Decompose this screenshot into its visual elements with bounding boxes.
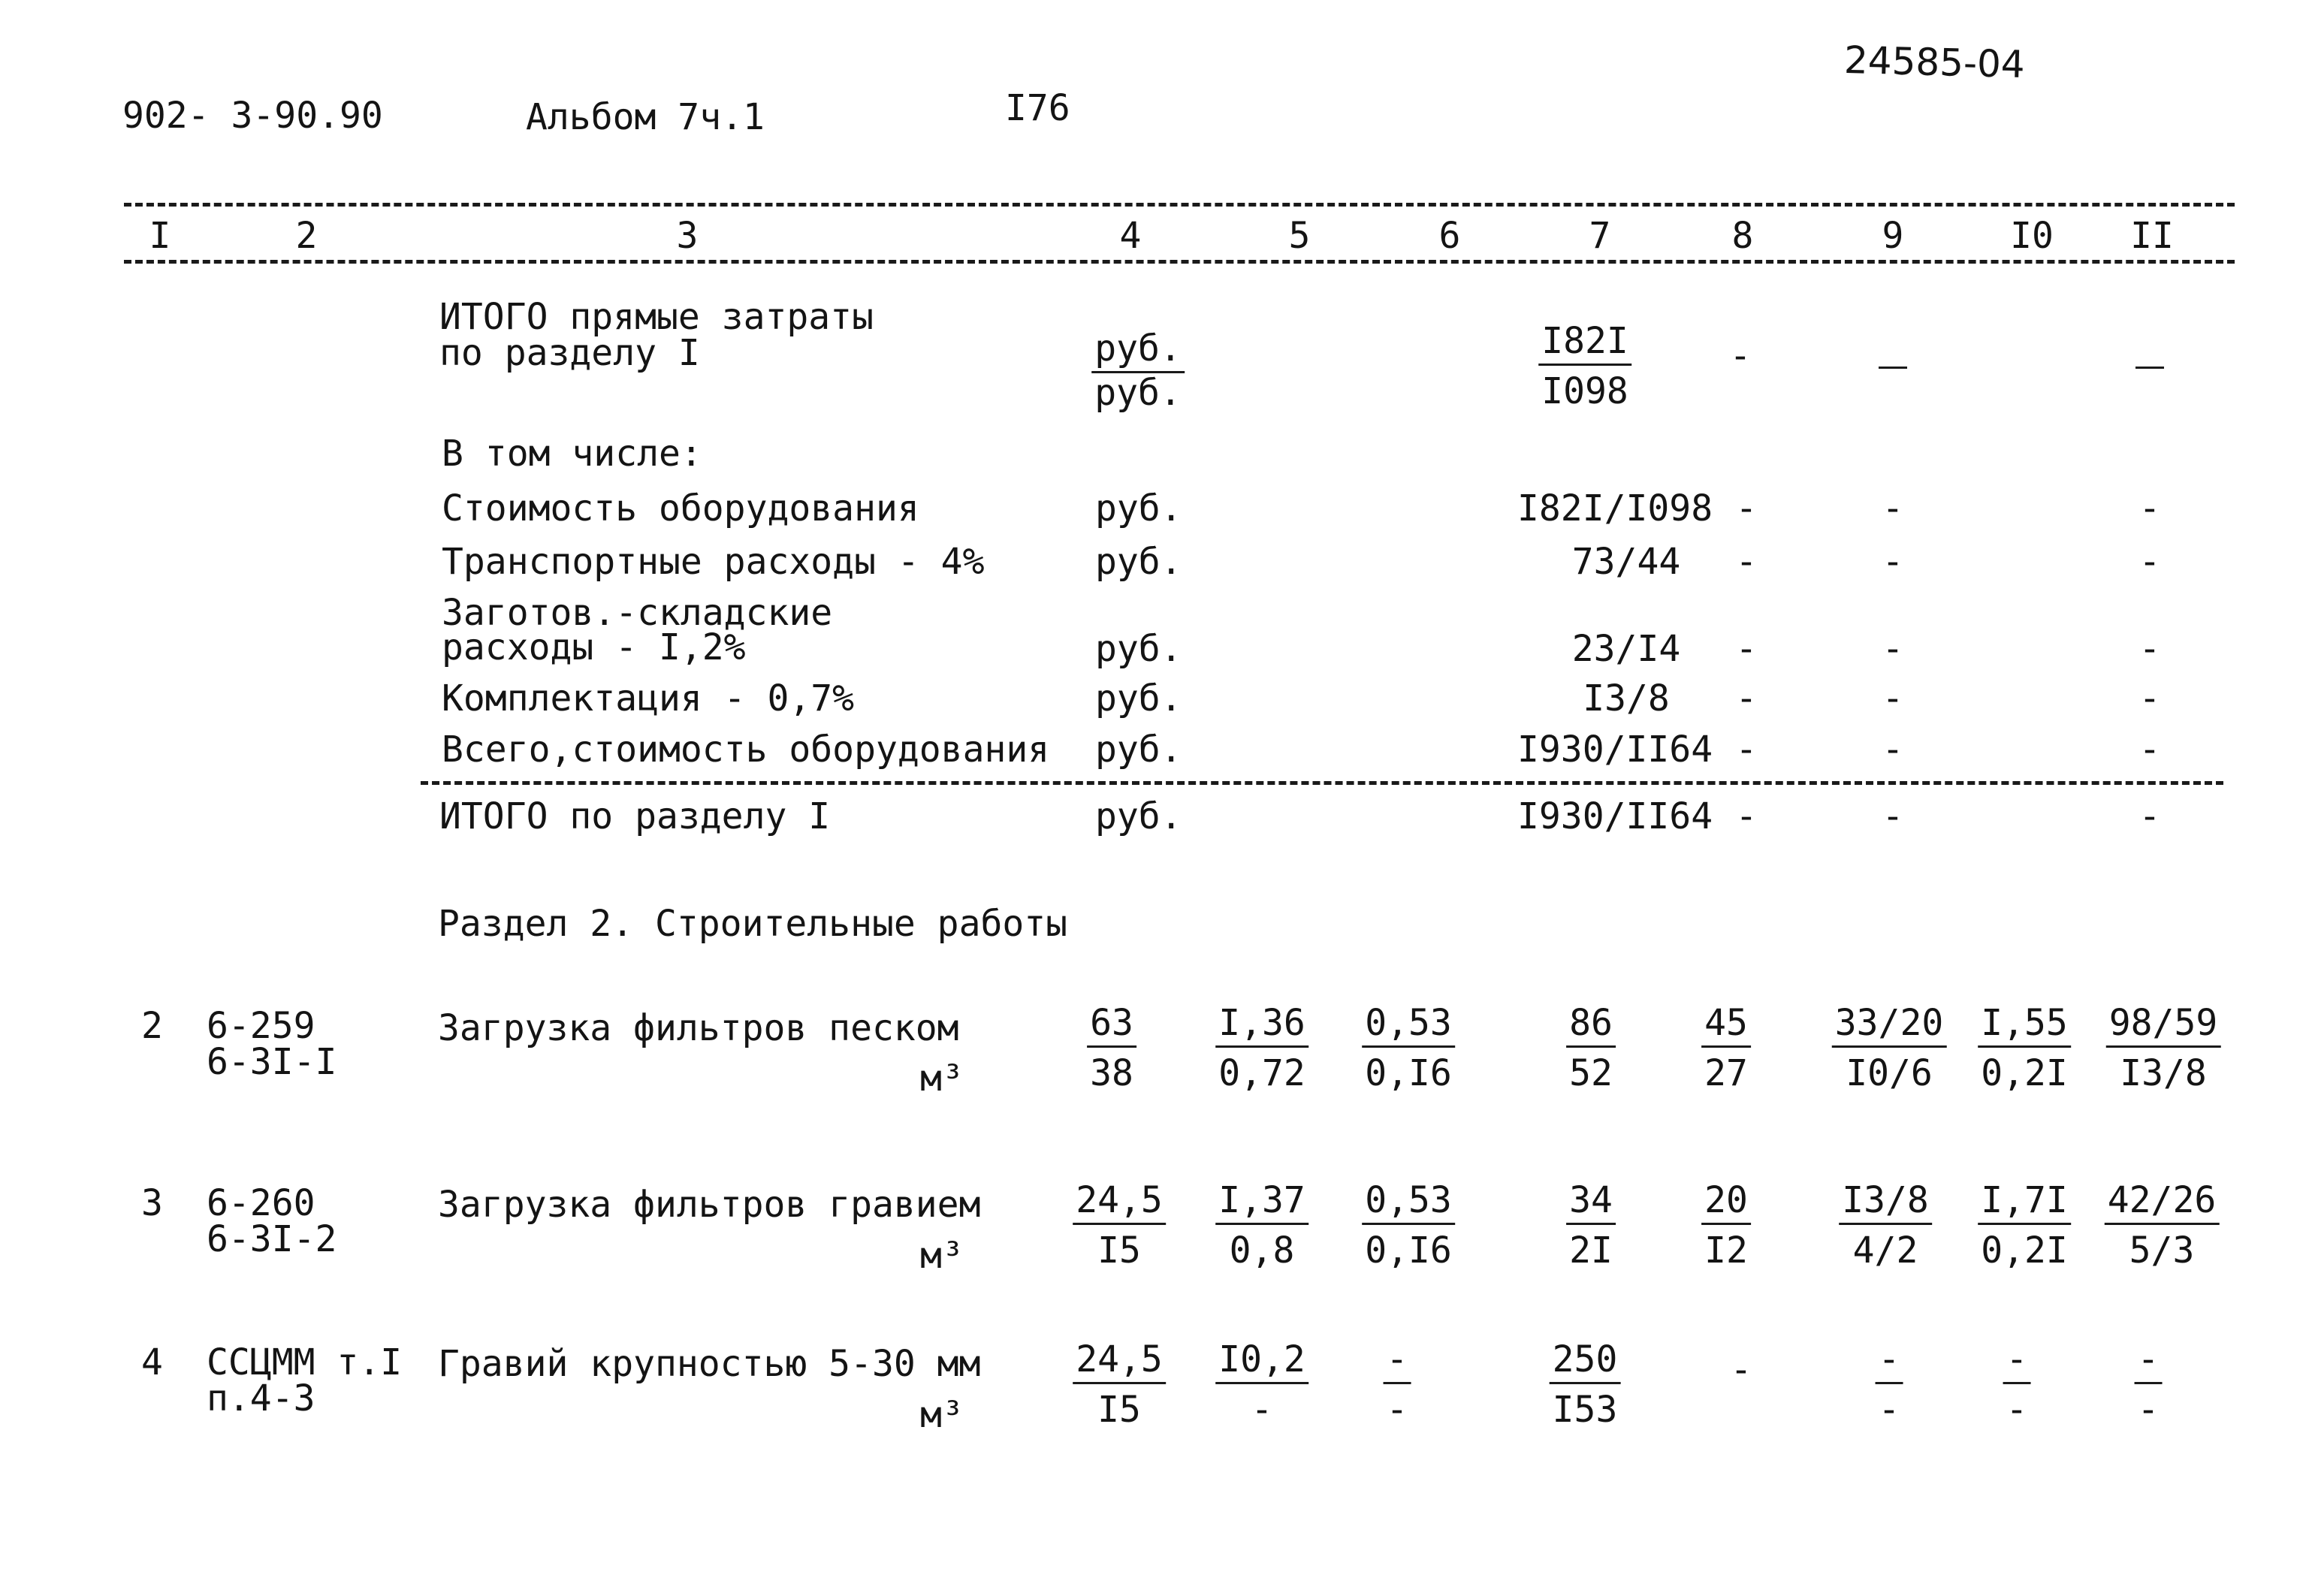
item-col8-den: 27	[1704, 1052, 1748, 1094]
section1-final-col8: -	[1735, 795, 1758, 837]
section1-total-col9-dash	[1879, 347, 1907, 393]
item-col11-num: -	[2135, 1341, 2163, 1384]
handwritten-stamp: 24585-04	[1843, 38, 2026, 87]
item-col5-den: 0,72	[1218, 1052, 1305, 1094]
item-col4-num: 24,5	[1073, 1182, 1166, 1225]
row-unit: руб.	[1095, 677, 1182, 720]
section1-final-unit: руб.	[1095, 795, 1182, 837]
item-code-line1: 6-259	[207, 1005, 315, 1047]
item-col6-den: -	[1386, 1389, 1408, 1431]
row-label: Транспортные расходы - 4%	[442, 541, 985, 583]
item-col7	[1566, 1002, 1616, 1094]
item-col5-den: 0,8	[1229, 1229, 1295, 1272]
column-header-7: 7	[1589, 215, 1611, 257]
item-number: 3	[141, 1182, 163, 1224]
item-col4	[1087, 1002, 1136, 1094]
item-number: 2	[141, 1005, 163, 1047]
item-col8	[1701, 1179, 1751, 1272]
section1-total-col7	[1538, 320, 1631, 412]
row-col8: -	[1735, 729, 1758, 771]
row-col8: -	[1735, 487, 1758, 529]
section1-final-col11: -	[2138, 795, 2161, 837]
column-header-4: 4	[1119, 215, 1142, 257]
item-col10-den: 0,2I	[1981, 1229, 2068, 1272]
header-rule-top	[124, 203, 2235, 207]
item-col11	[2105, 1179, 2220, 1272]
item-col10	[1978, 1002, 2071, 1094]
item-col9	[1876, 1338, 1903, 1431]
row-unit: руб.	[1095, 729, 1182, 771]
column-header-8: 8	[1731, 215, 1754, 257]
item-col7-num: 34	[1566, 1182, 1616, 1225]
item-col11	[2135, 1338, 2163, 1431]
row-col7: 23/I4	[1571, 628, 1681, 670]
row-col8: -	[1735, 677, 1758, 720]
item-col8-den: I2	[1704, 1229, 1748, 1272]
item-col11-num: 42/26	[2105, 1182, 2220, 1225]
section1-final-col7: I930/II64	[1517, 795, 1713, 837]
section1-subtotal-rule	[421, 781, 2223, 785]
row-col8: -	[1735, 628, 1758, 670]
item-col4-den: 38	[1090, 1052, 1133, 1094]
row-unit: руб.	[1095, 487, 1182, 529]
row-col11: -	[2138, 541, 2161, 583]
item-col4-den: I5	[1097, 1389, 1141, 1431]
item-col11-num: 98/59	[2106, 1005, 2221, 1048]
row-col11: -	[2138, 677, 2161, 720]
section1-final-col9: -	[1882, 795, 1904, 837]
section1-total-col7-den: I098	[1541, 370, 1628, 412]
item-col11-den: 5/3	[2129, 1229, 2195, 1272]
item-col10	[2003, 1338, 2031, 1431]
item-col4-num: 24,5	[1073, 1341, 1166, 1384]
item-col4	[1073, 1179, 1166, 1272]
row-unit: руб.	[1095, 541, 1182, 583]
row-col9: -	[1882, 541, 1904, 583]
item-unit: м³	[920, 1057, 964, 1100]
header-rule-bottom	[124, 260, 2235, 264]
item-col6-num: -	[1384, 1341, 1411, 1384]
section1-total-col11-dash	[2135, 347, 2164, 393]
row-label: Всего,стоимость оборудования	[442, 729, 1050, 771]
column-header-10: I0	[2010, 215, 2054, 257]
document-code: 902- 3-90.90	[122, 95, 383, 137]
item-col7-num: 250	[1550, 1341, 1621, 1384]
row-col7: I930/II64	[1517, 729, 1713, 771]
item-col4	[1073, 1338, 1166, 1431]
row-label: расходы - I,2%	[442, 626, 746, 668]
row-label: Комплектация - 0,7%	[442, 677, 855, 720]
row-col7: 73/44	[1571, 541, 1681, 583]
item-col6	[1384, 1338, 1411, 1431]
section1-total-col7-num: I82I	[1538, 323, 1631, 366]
item-col7-den: 52	[1569, 1052, 1613, 1094]
including-label: В том числе:	[442, 433, 702, 475]
section1-total-label-line2: по разделу I	[439, 332, 700, 374]
column-header-1: I	[149, 215, 171, 257]
row-unit: руб.	[1095, 628, 1182, 670]
row-col8: -	[1735, 541, 1758, 583]
item-col5	[1215, 1002, 1308, 1094]
item-col6-den: 0,I6	[1365, 1052, 1452, 1094]
item-code-line2: 6-3I-2	[207, 1218, 337, 1260]
item-col9-num: 33/20	[1832, 1005, 1947, 1048]
item-col9	[1839, 1179, 1932, 1272]
item-col8: -	[1730, 1349, 1752, 1391]
item-col6	[1362, 1179, 1455, 1272]
item-col10-den: 0,2I	[1981, 1052, 2068, 1094]
section1-total-unit	[1091, 327, 1185, 414]
item-col9-den: -	[1878, 1389, 1900, 1431]
row-col9: -	[1882, 729, 1904, 771]
item-col5-den: -	[1251, 1389, 1273, 1431]
item-col9-num: -	[1876, 1341, 1903, 1384]
column-header-6: 6	[1438, 215, 1461, 257]
item-col5	[1215, 1338, 1308, 1431]
item-col9-den: I0/6	[1846, 1052, 1933, 1094]
column-header-2: 2	[295, 215, 318, 257]
item-col7	[1566, 1179, 1616, 1272]
row-col9: -	[1882, 628, 1904, 670]
item-col10	[1978, 1179, 2071, 1272]
item-code-line1: 6-260	[207, 1182, 315, 1224]
item-code-line1: ССЦММ т.I	[207, 1341, 403, 1383]
column-header-5: 5	[1288, 215, 1311, 257]
item-col6	[1362, 1002, 1455, 1094]
item-col6-num: 0,53	[1362, 1182, 1455, 1225]
section1-total-col8: -	[1729, 335, 1752, 377]
item-unit: м³	[920, 1394, 964, 1436]
item-col9-den: 4/2	[1852, 1229, 1918, 1272]
item-col5-num: I,36	[1215, 1005, 1308, 1048]
page-number: I76	[1005, 87, 1070, 129]
item-col7-num: 86	[1566, 1005, 1616, 1048]
row-col7: I3/8	[1583, 677, 1670, 720]
item-col10-den: -	[2006, 1389, 2028, 1431]
item-col9-num: I3/8	[1839, 1182, 1932, 1225]
item-col7-den: 2I	[1569, 1229, 1613, 1272]
item-col10-num: I,55	[1978, 1005, 2071, 1048]
item-col4-den: I5	[1097, 1229, 1141, 1272]
item-col4-num: 63	[1087, 1005, 1136, 1048]
item-col8	[1701, 1002, 1751, 1094]
item-col8-num: 45	[1701, 1005, 1751, 1048]
item-col10-num: -	[2003, 1341, 2031, 1384]
row-label: Стоимость оборудования	[442, 487, 919, 529]
section1-total-label-line1: ИТОГО прямые затраты	[439, 296, 874, 338]
row-col11: -	[2138, 628, 2161, 670]
item-col6-den: 0,I6	[1365, 1229, 1452, 1272]
item-col9	[1832, 1002, 1947, 1094]
item-col11	[2106, 1002, 2221, 1094]
row-col9: -	[1882, 677, 1904, 720]
item-col10-num: I,7I	[1978, 1182, 2071, 1225]
item-col8-num: 20	[1701, 1182, 1751, 1225]
item-col6-num: 0,53	[1362, 1005, 1455, 1048]
item-code-line2: 6-3I-I	[207, 1041, 337, 1083]
item-col5-num: I0,2	[1215, 1341, 1308, 1384]
row-label-line1: Заготов.-складские	[442, 592, 833, 634]
column-header-9: 9	[1882, 215, 1904, 257]
item-name: Гравий крупностью 5-30 мм	[438, 1343, 981, 1385]
item-col7-den: I53	[1552, 1389, 1618, 1431]
item-name: Загрузка фильтров гравием	[438, 1184, 981, 1226]
row-col9: -	[1882, 487, 1904, 529]
item-col5	[1215, 1179, 1308, 1272]
row-col11: -	[2138, 487, 2161, 529]
column-header-11: II	[2130, 215, 2174, 257]
row-col11: -	[2138, 729, 2161, 771]
item-col7	[1550, 1338, 1621, 1431]
section1-total-unit-den: руб.	[1094, 372, 1182, 414]
row-col7: I82I/I098	[1517, 487, 1713, 529]
item-col11-den: I3/8	[2120, 1052, 2207, 1094]
column-header-3: 3	[676, 215, 699, 257]
section1-final-label: ИТОГО по разделу I	[439, 795, 831, 837]
item-col11-den: -	[2137, 1389, 2160, 1431]
section2-title: Раздел 2. Строительные работы	[438, 903, 1068, 945]
item-col5-num: I,37	[1215, 1182, 1308, 1225]
item-name: Загрузка фильтров песком	[438, 1007, 959, 1049]
item-number: 4	[141, 1341, 163, 1383]
album-label: Альбом 7ч.1	[526, 96, 765, 138]
item-code-line2: п.4-3	[207, 1377, 315, 1420]
item-unit: м³	[920, 1235, 964, 1277]
section1-total-unit-num: руб.	[1091, 330, 1185, 373]
